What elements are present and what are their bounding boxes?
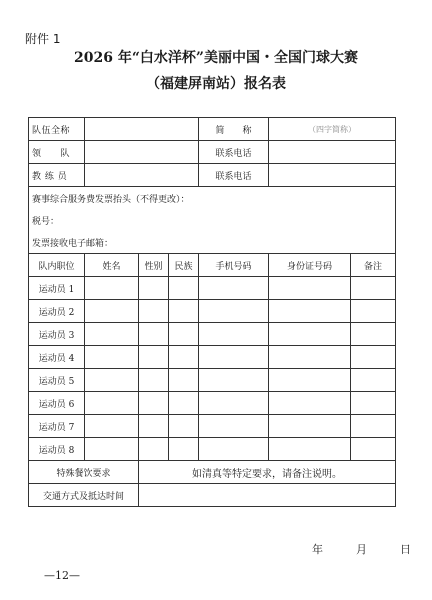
page-number: —12— xyxy=(44,569,80,582)
player-gender-field[interactable] xyxy=(139,392,169,415)
transport-label: 交通方式及抵达时间 xyxy=(29,484,139,507)
player-position-label: 运动员 7 xyxy=(29,415,85,438)
col-position: 队内职位 xyxy=(29,254,85,277)
player-ethnicity-field[interactable] xyxy=(169,300,199,323)
invoice-title-row xyxy=(29,187,396,210)
player-name-field[interactable] xyxy=(85,369,139,392)
player-row xyxy=(29,277,396,300)
player-gender-field[interactable] xyxy=(139,277,169,300)
special-meal-field[interactable]: 如清真等特定要求，请备注说明。 xyxy=(139,461,396,484)
date-month: 月 xyxy=(356,543,367,556)
coach-phone-field[interactable] xyxy=(269,164,396,187)
column-header-row xyxy=(29,254,396,277)
tax-id-row xyxy=(29,209,396,231)
form-title: 2026 年“白水洋杯”美丽中国・全国门球大赛 xyxy=(74,50,358,66)
player-row xyxy=(29,392,396,415)
invoice-title-field[interactable]: 赛事综合服务费发票抬头（不得更改）： xyxy=(29,187,396,210)
player-name-field[interactable] xyxy=(85,392,139,415)
player-remarks-field[interactable] xyxy=(351,415,396,438)
leader-field[interactable] xyxy=(85,141,199,164)
team-name-field[interactable] xyxy=(85,118,199,141)
col-gender: 性别 xyxy=(139,254,169,277)
leader-phone-field[interactable] xyxy=(269,141,396,164)
player-gender-field[interactable] xyxy=(139,438,169,461)
player-remarks-field[interactable] xyxy=(351,277,396,300)
date-day: 日 xyxy=(400,543,411,556)
player-gender-field[interactable] xyxy=(139,346,169,369)
transport-row xyxy=(29,484,396,507)
player-row xyxy=(29,346,396,369)
leader-row xyxy=(29,141,396,164)
player-ethnicity-field[interactable] xyxy=(169,438,199,461)
leader-label: 领 队 xyxy=(29,141,85,164)
abbrev-label: 简 称 xyxy=(199,118,269,141)
player-name-field[interactable] xyxy=(85,300,139,323)
player-ethnicity-field[interactable] xyxy=(169,277,199,300)
player-ethnicity-field[interactable] xyxy=(169,415,199,438)
player-id-field[interactable] xyxy=(269,392,351,415)
player-id-field[interactable] xyxy=(269,277,351,300)
player-row xyxy=(29,323,396,346)
player-gender-field[interactable] xyxy=(139,369,169,392)
player-phone-field[interactable] xyxy=(199,277,269,300)
player-gender-field[interactable] xyxy=(139,415,169,438)
player-ethnicity-field[interactable] xyxy=(169,369,199,392)
col-ethnicity: 民族 xyxy=(169,254,199,277)
player-position-label: 运动员 1 xyxy=(29,277,85,300)
player-row xyxy=(29,369,396,392)
player-position-label: 运动员 6 xyxy=(29,392,85,415)
player-gender-field[interactable] xyxy=(139,300,169,323)
player-remarks-field[interactable] xyxy=(351,346,396,369)
player-row xyxy=(29,438,396,461)
attachment-label: 附件 1 xyxy=(25,32,61,46)
player-remarks-field[interactable] xyxy=(351,392,396,415)
player-phone-field[interactable] xyxy=(199,369,269,392)
date-line xyxy=(312,541,411,557)
coach-phone-label: 联系电话 xyxy=(199,164,269,187)
player-position-label: 运动员 3 xyxy=(29,323,85,346)
player-position-label: 运动员 8 xyxy=(29,438,85,461)
player-id-field[interactable] xyxy=(269,415,351,438)
team-name-label: 队伍全称 xyxy=(29,118,85,141)
special-meal-label: 特殊餐饮要求 xyxy=(29,461,139,484)
player-remarks-field[interactable] xyxy=(351,438,396,461)
player-gender-field[interactable] xyxy=(139,323,169,346)
team-name-row xyxy=(29,118,396,141)
player-ethnicity-field[interactable] xyxy=(169,346,199,369)
player-remarks-field[interactable] xyxy=(351,323,396,346)
player-phone-field[interactable] xyxy=(199,438,269,461)
player-phone-field[interactable] xyxy=(199,392,269,415)
player-phone-field[interactable] xyxy=(199,346,269,369)
player-name-field[interactable] xyxy=(85,323,139,346)
col-remarks: 备注 xyxy=(351,254,396,277)
player-id-field[interactable] xyxy=(269,369,351,392)
registration-form xyxy=(28,117,395,507)
player-phone-field[interactable] xyxy=(199,323,269,346)
player-id-field[interactable] xyxy=(269,300,351,323)
abbrev-field[interactable]: （四字简称） xyxy=(269,118,396,141)
invoice-email-row xyxy=(29,231,396,254)
date-year: 年 xyxy=(312,543,323,556)
coach-label: 教 练 员 xyxy=(29,164,85,187)
player-remarks-field[interactable] xyxy=(351,369,396,392)
player-remarks-field[interactable] xyxy=(351,300,396,323)
player-position-label: 运动员 4 xyxy=(29,346,85,369)
player-position-label: 运动员 5 xyxy=(29,369,85,392)
player-row xyxy=(29,415,396,438)
transport-field[interactable] xyxy=(139,484,396,507)
player-rows xyxy=(29,277,396,461)
special-meal-row xyxy=(29,461,396,484)
coach-field[interactable] xyxy=(85,164,199,187)
leader-phone-label: 联系电话 xyxy=(199,141,269,164)
player-name-field[interactable] xyxy=(85,277,139,300)
player-id-field[interactable] xyxy=(269,346,351,369)
col-id-number: 身份证号码 xyxy=(269,254,351,277)
player-ethnicity-field[interactable] xyxy=(169,392,199,415)
form-subtitle: （福建屏南站）报名表 xyxy=(146,76,286,92)
player-phone-field[interactable] xyxy=(199,415,269,438)
player-phone-field[interactable] xyxy=(199,300,269,323)
player-id-field[interactable] xyxy=(269,438,351,461)
tax-id-field[interactable]: 税号： xyxy=(29,209,396,231)
player-name-field[interactable] xyxy=(85,438,139,461)
coach-row xyxy=(29,164,396,187)
player-id-field[interactable] xyxy=(269,323,351,346)
col-name: 姓名 xyxy=(85,254,139,277)
player-name-field[interactable] xyxy=(85,346,139,369)
player-position-label: 运动员 2 xyxy=(29,300,85,323)
col-phone: 手机号码 xyxy=(199,254,269,277)
player-name-field[interactable] xyxy=(85,415,139,438)
registration-table xyxy=(28,117,396,507)
invoice-email-field[interactable]: 发票接收电子邮箱： xyxy=(29,231,396,254)
player-row xyxy=(29,300,396,323)
player-ethnicity-field[interactable] xyxy=(169,323,199,346)
